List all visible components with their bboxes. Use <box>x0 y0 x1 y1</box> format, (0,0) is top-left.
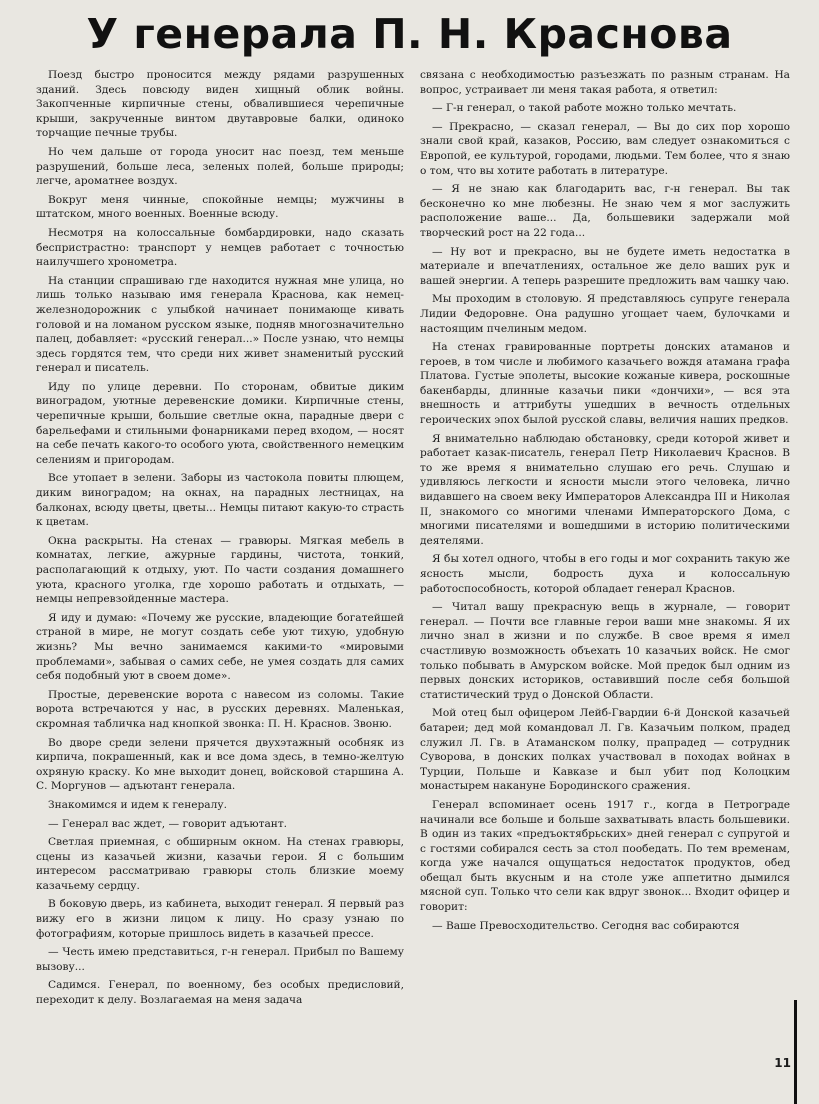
page-title: У генерала П. Н. Краснова <box>86 10 733 58</box>
left-column <box>36 68 404 1090</box>
paragraph: Во дворе среди зелени прячется двухэтажный особняк из кирпича, покрашенный, как и все дома здесь, в темно-желтую охряную краску. Ко мне выходит донец, войсковой старшина А. С. Моргунов — адъютант генерала. <box>36 736 404 793</box>
paragraph: Несмотря на колоссальные бомбардировки, надо сказать беспристрастно: транспорт у немцев работает с точностью наилучшего хронометра. <box>36 226 404 269</box>
paragraph: — Ну вот и прекрасно, вы не будете иметь недостатка в материале и впечатлениях, остальное же дело ваших рук и вашей энергии. А теперь разрешите предложить вам чашку чаю. <box>420 245 790 287</box>
paragraph: — Г-н генерал, о такой работе можно только мечтать. <box>432 102 737 115</box>
paragraph: Но чем дальше от города уносит нас поезд, тем меньше разрушений, больше леса, зеленых полей, больше природы; легче, ароматнее воздух. <box>36 145 404 188</box>
paragraph: — Честь имею представиться, г-н генерал. Прибыл по Вашему вызову... <box>36 946 404 973</box>
paragraph: На стенах гравированные портреты донских атаманов и героев, в том числе и любимого казачьего вождя атамана графа Платова. Густые эполеты, высокие кожаные кивера, роскошные бакенбарды, длинные казачьи пики «дончихи», — вся эта внешность и аттрибуты ушедших в вечность отдельных героических эпох былой русской славы, величия наших предков. <box>420 341 790 427</box>
page-edge-bar <box>794 1000 797 1104</box>
paragraph: Окна раскрыты. На стенах — гравюры. Мягкая мебель в комнатах, легкие, ажурные гардины, чистота, тонкий, располагающий к отдыху, уют. По части создания домашнего уюта, красного уголка, где хорошо работать и отдыхать, — немцы непревзойденные мастера. <box>36 534 404 606</box>
paragraph: — Я не знаю как благодарить вас, г-н генерал. Вы так бесконечно ко мне любезны. Не знаю чем я мог заслужить расположение ваше... Да, большевики задержали мой творческий рост на 22 года... <box>420 183 790 239</box>
paragraph: Садимся. Генерал, по военному, без особых предисловий, переходит к делу. Возлагаемая на меня задача <box>36 979 404 1007</box>
page-number: 11 <box>774 1056 791 1070</box>
paragraph: Все утопает в зелени. Заборы из частокола повиты плющем, диким виноградом; на окнах, на парадных лестницах, на балконах, всюду цветы, цветы... Немцы питают какую-то страсть к цветам. <box>36 472 404 529</box>
paragraph: — Прекрасно, — сказал генерал, — Вы до сих пор хорошо знали свой край, казаков, Россию, вам следует ознакомиться с Европой, ее культурой, городами, людьми. Тем более, что я знаю о том, что вы хотите работать в литературе. <box>420 120 790 177</box>
paragraph: Мы проходим в столовую. Я представляюсь супруге генерала Лидии Федоровне. Она радушно угощает чаем, булочками и настоящим пчелиным медом. <box>420 293 790 335</box>
paragraph: Светлая приемная, с обширным окном. На стенах гравюры, сцены из казачьей жизни, казачьи герои. Я с большим интересом рассматриваю гравюры столь близкие моему казачьему сердцу. <box>36 836 404 892</box>
paragraph: На станции спрашиваю где находится нужная мне улица, но лишь только называю имя генерала Краснова, как немец-железнодорожник с улыбкой начинает понимающе кивать головой и на ломаном русском языке, подняв многозначительно палец, добавляет: «русский генерал...» После узнаю, что немцы здесь гордятся тем, что среди них живет знаменитый русский генерал и писатель. <box>36 274 404 375</box>
paragraph: Поезд быстро проносится между рядами разрушенных зданий. Здесь повсюду виден хищный облик войны. Закопченные кирпичные стены, обвалившиеся черепичные крыши, закрученные винтом двутавровые балки, одиноко торчащие печные трубы. <box>36 69 404 140</box>
right-column <box>420 68 790 1090</box>
paragraph: Иду по улице деревни. По сторонам, обвитые диким виноградом, уютные деревенские домики. Кирпичные стены, черепичные крыши, большие светлые окна, парадные двери с барельефами и стильными фонарниками перед входом, — носят на себе печать какого-то особого уюта, свойственного немецким селениям и пригородам. <box>36 380 404 466</box>
paragraph: Мой отец был офицером Лейб-Гвардии 6-й Донской казачьей батареи; дед мой командовал Л. Гв. Казачьим полком, прадед служил Л. Гв. в Атаманском полку, прапрадед — сотрудник Суворова, в донских полках участвовал в походах войнах в Турции, Польше и Кавказе и был убит под Колоцким монастырем накануне Бородинского сражения. <box>420 707 790 793</box>
paragraph: — Генерал вас ждет, — говорит адъютант. <box>48 817 288 830</box>
paragraph: В боковую дверь, из кабинета, выходит генерал. Я первый раз вижу его в жизни лицом к лицу. Но сразу узнаю по фотографиям, которые пришлось видеть в казачьей прессе. <box>36 898 404 940</box>
paragraph: — Ваше Превосходительство. Сегодня вас собираются <box>432 919 740 932</box>
paragraph: Простые, деревенские ворота с навесом из соломы. Такие ворота встречаются у нас, в русских деревнях. Маленькая, скромная табличка над кнопкой звонка: П. Н. Краснов. Звоню. <box>36 688 404 730</box>
paragraph: Я внимательно наблюдаю обстановку, среди которой живет и работает казак-писатель, генерал Петр Николаевич Краснов. В то же время я внимательно слушаю его речь. Слушаю и удивляюсь легкости и ясности мысли этого человека, лично видавшего на своем веку Императоров Александра III и Николая II, знакомого со многими членами Императорского Дома, с многими писателями и вошедшими в историю политическими деятелями. <box>420 432 790 547</box>
paragraph: связана с необходимостью разъезжать по разным странам. На вопрос, устраивает ли меня такая работа, я ответил: <box>420 69 790 96</box>
paragraph: Вокруг меня чинные, спокойные немцы; мужчины в штатском, много военных. Военные всюду. <box>36 193 404 221</box>
paragraph: Генерал вспоминает осень 1917 г., когда в Петрограде начинали все больше и больше захватывать власть большевики. В один из таких «предъоктябрьских» дней генерал с супругой и с гостями собирался сесть за стол пообедать. По тем временам, когда уже начался ощущаться недостаток продуктов, обед обещал быть вкусным и на столе уже аппетитно дымился мясной суп. Только что сели как вдруг звонок... Входит офицер и говорит: <box>420 798 790 914</box>
paragraph: Я бы хотел одного, чтобы в его годы и мог сохранить такую же ясность мысли, бодрость духа и колоссальную работоспособность, которой обладает генерал Краснов. <box>420 553 790 595</box>
paragraph: — Читал вашу прекрасную вещь в журнале, — говорит генерал. — Почти все главные герои ваши мне знакомы. Я их лично знал в жизни и по службе. В свое время я имел счастливую возможность объехать 10 казачьих войск. Не смог только побывать в Амурском войске. Мой предок был одним из первых донских историков, оставивший после себя большой статистический труд о Донской Области. <box>420 601 790 701</box>
paragraph: Знакомимся и идем к генералу. <box>48 798 227 811</box>
paragraph: Я иду и думаю: «Почему же русские, владеющие богатейшей страной в мире, не могут создать себе уют тихую, удобную жизнь? Мы вечно занимаемся какими-то «мировыми проблемами», забывая о самих себе, не умея создать для самих себя подобный уют в своем доме». <box>36 611 404 683</box>
